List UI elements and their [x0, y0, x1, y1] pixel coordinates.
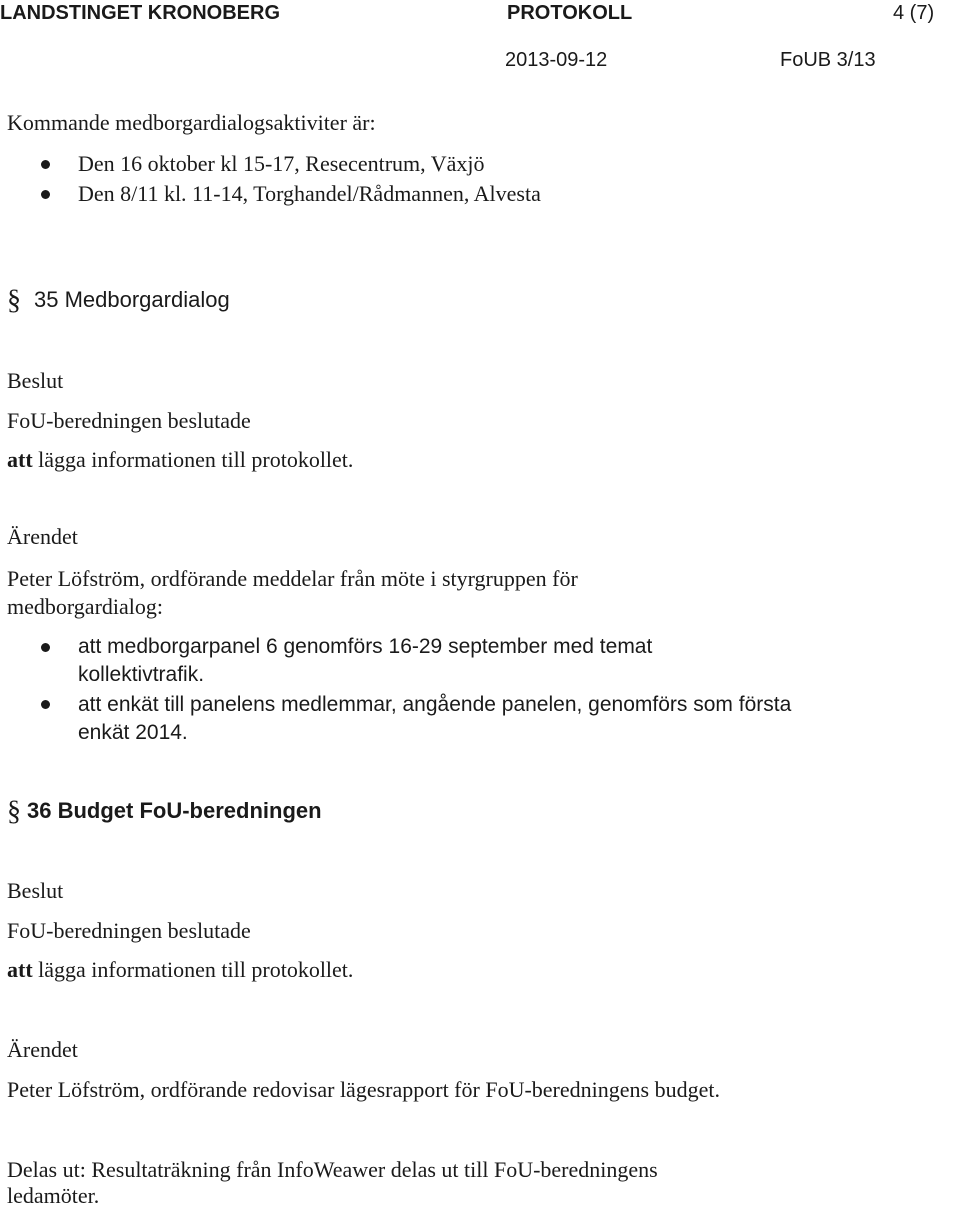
page-number: 4 (7)	[893, 2, 935, 24]
document-reference: FoUB 3/13	[780, 49, 876, 71]
meeting-date: 2013-09-12	[505, 49, 608, 71]
att-keyword: att	[7, 957, 33, 982]
delas-ut-text-continued: ledamöter.	[7, 1183, 100, 1208]
beslut-heading: Beslut	[7, 878, 64, 903]
list-item-continued: enkät 2014.	[78, 721, 188, 744]
arendet-heading: Ärendet	[7, 1037, 78, 1062]
decision-text: lägga informationen till protokollet.	[32, 447, 354, 472]
activity-item: Den 8/11 kl. 11-14, Torghandel/Rådmannen, Alvesta	[78, 181, 541, 206]
delas-ut-text: Delas ut: Resultaträkning från InfoWeawer delas ut till FoU-beredningens	[7, 1157, 658, 1182]
upcoming-activities-lead: Kommande medborgardialogsaktiviter är:	[7, 110, 376, 135]
arendet-text: medborgardialog:	[7, 594, 163, 619]
beslut-decision	[7, 957, 353, 983]
arendet-text: Peter Löfström, ordförande meddelar från möte i styrgruppen för	[7, 566, 578, 591]
section-sign: §	[7, 285, 21, 316]
beslut-heading: Beslut	[7, 368, 64, 393]
section-35-title: 35 Medborgardialog	[34, 287, 230, 312]
list-item: att enkät till panelens medlemmar, angående panelen, genomförs som första	[78, 693, 792, 716]
document-type: PROTOKOLL	[507, 2, 633, 24]
arendet-heading: Ärendet	[7, 524, 78, 549]
beslut-text: FoU-beredningen beslutade	[7, 408, 251, 433]
beslut-text: FoU-beredningen beslutade	[7, 918, 251, 943]
activity-item: Den 16 oktober kl 15-17, Resecentrum, Växjö	[78, 151, 485, 176]
list-item: att medborgarpanel 6 genomförs 16-29 september med temat	[78, 635, 653, 658]
list-item-continued: kollektivtrafik.	[78, 663, 205, 686]
section-sign: §	[7, 796, 21, 827]
att-keyword: att	[7, 447, 33, 472]
bullet-icon	[41, 190, 50, 199]
bullet-icon	[41, 700, 50, 709]
bullet-icon	[41, 160, 50, 169]
beslut-decision	[7, 447, 353, 473]
arendet-text: Peter Löfström, ordförande redovisar lägesrapport för FoU-beredningens budget.	[7, 1077, 720, 1102]
organization-name: LANDSTINGET KRONOBERG	[0, 2, 280, 24]
bullet-icon	[41, 643, 50, 652]
decision-text: lägga informationen till protokollet.	[32, 957, 354, 982]
section-36-title: 36 Budget FoU-beredningen	[27, 798, 322, 823]
